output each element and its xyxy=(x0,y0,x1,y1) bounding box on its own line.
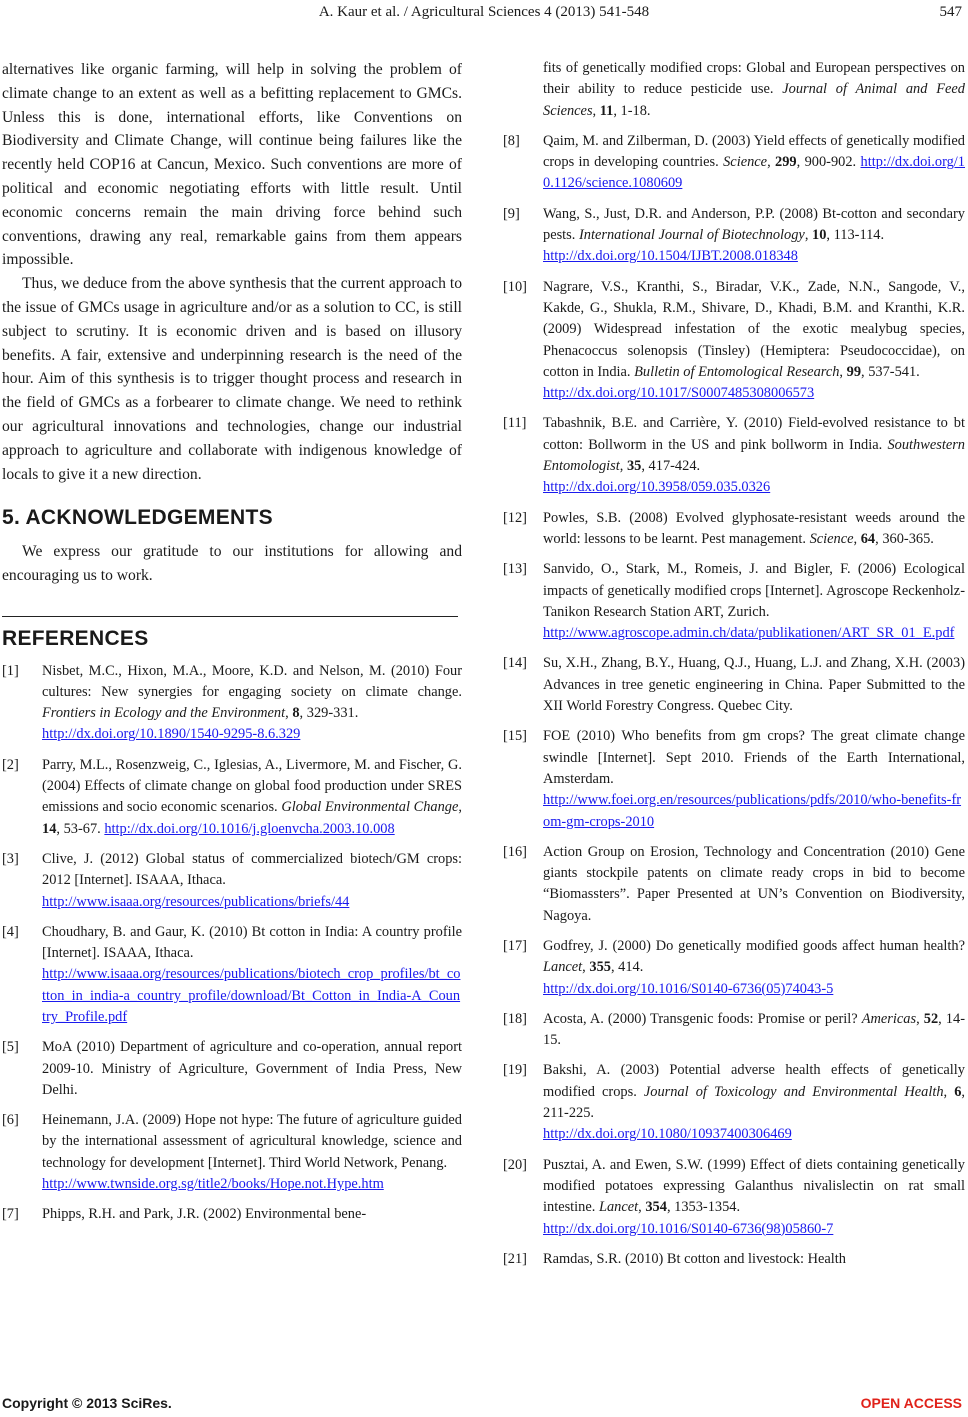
running-title: A. Kaur et al. / Agricultural Sciences 4 (2013) 541-548 xyxy=(318,4,650,20)
reference-item xyxy=(2,1204,462,1225)
reference-link[interactable]: http://www.twnside.org.sg/title2/books/Hope.not.Hype.htm xyxy=(42,1176,384,1193)
reference-item xyxy=(503,653,965,717)
reference-number: [1] xyxy=(2,662,19,679)
body-paragraph-1: alternatives like organic farming, will help in solving the problem of climate change to an extent as well as a befitting replacement to GMCs. Unless this is done, international efforts, like Conventions on Biodiversity and Climate Change, will continue being failures like the recently held COP16 at Cancun, Mexico. Such conventions are more of political and economic negotiating efforts with little result. Until economic concerns remain the main driving force behind such conventions, drawing any real, remarkable gains from them appears impossible. xyxy=(2,61,462,269)
reference-journal: Journal of Animal and Feed Sciences xyxy=(543,81,965,119)
reference-separator: , xyxy=(767,154,776,171)
reference-number: [9] xyxy=(503,205,520,222)
reference-list-left xyxy=(2,661,462,1226)
reference-text: Heinemann, J.A. (2009) Hope not hype: The future of agriculture guided by the international assessment of agricultural knowledge, science and technology for development [Internet]. Third World Network, Penang. xyxy=(42,1112,462,1171)
reference-link[interactable]: http://dx.doi.org/10.1890/1540-9295-8.6.329 xyxy=(42,726,301,743)
reference-separator: , xyxy=(592,102,600,119)
reference-text: Qaim, M. and Zilberman, D. (2003) Yield effects of genetically modified crops in developing countries. xyxy=(543,132,965,171)
acknowledgements-text: We express our gratitude to our institutions for allowing and encouraging us to work. xyxy=(2,543,462,584)
reference-number: [4] xyxy=(2,923,19,940)
reference-number: [5] xyxy=(2,1039,19,1056)
reference-number: [2] xyxy=(2,756,19,773)
reference-number: [7] xyxy=(2,1206,19,1223)
reference-item xyxy=(503,508,965,551)
reference-item xyxy=(503,131,965,195)
reference-text: Choudhary, B. and Gaur, K. (2010) Bt cotton in India: A country profile [Internet]. ISAAA, Ithaca. xyxy=(42,923,462,962)
reference-text: Bakshi, A. (2003) Potential adverse health effects of genetically modified crops. xyxy=(543,1062,965,1100)
reference-pages: , 1353-1354. xyxy=(666,1199,741,1216)
right-column xyxy=(503,58,965,1279)
reference-item xyxy=(503,726,965,832)
reference-text: Su, X.H., Zhang, B.Y., Huang, Q.J., Huang, L.J. and Zhang, X.H. (2003) Advances in tree genetic engineering in China. Paper Submitted to the XII World Forestry Congress. Quebec City. xyxy=(543,655,965,715)
reference-pages: , 211-225. xyxy=(543,1083,965,1122)
reference-item xyxy=(2,1110,462,1195)
reference-journal: Journal of Toxicology and Environmental Health xyxy=(643,1083,944,1100)
reference-link[interactable]: http://dx.doi.org/10.1504/IJBT.2008.018348 xyxy=(543,248,798,265)
reference-journal: Americas xyxy=(861,1010,917,1027)
reference-number: [14] xyxy=(503,655,527,672)
reference-pages: , 417-424. xyxy=(641,458,701,475)
reference-link[interactable]: http://dx.doi.org/10.3958/059.035.0326 xyxy=(543,479,771,496)
reference-journal: Lancet xyxy=(543,959,583,976)
reference-link[interactable]: http://dx.doi.org/10.1016/S0140-6736(05)74043-5 xyxy=(543,980,834,997)
reference-list-right xyxy=(503,58,965,1270)
reference-number: [17] xyxy=(503,937,527,954)
reference-item xyxy=(503,277,965,405)
reference-item xyxy=(503,842,965,927)
running-header xyxy=(0,0,968,24)
reference-journal: Science xyxy=(809,530,854,547)
reference-number: [11] xyxy=(503,415,527,432)
reference-pages: , 113-114. xyxy=(826,227,885,244)
reference-number: [21] xyxy=(503,1250,527,1267)
reference-text: Nisbet, M.C., Hixon, M.A., Moore, K.D. and Nelson, M. (2010) Four cultures: New synergies for engaging society on climate change. xyxy=(42,662,462,700)
reference-number: [6] xyxy=(2,1112,19,1129)
reference-separator: , xyxy=(943,1083,955,1100)
reference-number: [18] xyxy=(503,1010,527,1027)
acknowledgements-heading: 5. ACKNOWLEDGEMENTS xyxy=(2,506,273,530)
reference-journal: Lancet xyxy=(598,1199,639,1216)
left-column xyxy=(2,58,462,1235)
reference-volume: 35 xyxy=(626,458,642,475)
reference-text: Godfrey, J. (2000) Do genetically modified goods affect human health? xyxy=(543,937,965,954)
reference-number: [19] xyxy=(503,1062,527,1079)
reference-volume: 10 xyxy=(812,227,827,244)
reference-pages: , 900-902. xyxy=(796,154,861,171)
copyright-notice: Copyright © 2013 SciRes. xyxy=(2,1395,172,1411)
reference-volume: 354 xyxy=(645,1199,667,1216)
reference-text: Pusztai, A. and Ewen, S.W. (1999) Effect of diets containing genetically modified potatoes expressing Galanthus nivalislectin on rat small intestine. xyxy=(543,1156,965,1216)
reference-journal: Frontiers in Ecology and the Environment xyxy=(42,705,286,722)
reference-journal: International Journal of Biotechnology xyxy=(578,227,805,244)
reference-link[interactable]: http://www.agroscope.admin.ch/data/publikationen/ART_SR_01_E.pdf xyxy=(543,625,955,642)
reference-separator: , xyxy=(582,959,590,976)
reference-link[interactable]: http://dx.doi.org/10.1126/science.1080609 xyxy=(543,154,965,192)
reference-text: Clive, J. (2012) Global status of commercialized biotech/GM crops: 2012 [Internet]. ISAAA, Ithaca. xyxy=(42,850,462,889)
reference-text: Sanvido, O., Stark, M., Romeis, J. and Bigler, F. (2006) Ecological impacts of genetically modified crops [Internet]. Agroscope Reckenholz-Tanikon Research Station ART, Zurich. xyxy=(543,561,965,620)
reference-text: Parry, M.L., Rosenzweig, C., Iglesias, A., Livermore, M. and Fischer, G. (2004) Effects of climate change on global food production under SRES emissions and socio economic scenarios. xyxy=(42,756,462,816)
reference-text: fits of genetically modified crops: Global and European perspectives on their ability to reduce pesticide use. xyxy=(543,60,965,98)
reference-item xyxy=(503,204,965,268)
reference-volume: 299 xyxy=(775,154,797,171)
reference-volume: 8 xyxy=(292,705,300,722)
reference-item xyxy=(503,936,965,1000)
reference-volume: 64 xyxy=(860,530,876,547)
reference-item xyxy=(2,922,462,1028)
reference-number: [15] xyxy=(503,728,527,745)
reference-number: [8] xyxy=(503,132,520,149)
reference-journal: Science xyxy=(723,154,768,171)
reference-pages: , 53-67. xyxy=(56,820,105,837)
reference-item xyxy=(503,58,965,122)
reference-item xyxy=(503,413,965,498)
reference-number: [13] xyxy=(503,561,527,578)
reference-text: Action Group on Erosion, Technology and Concentration (2010) Gene giants stockpile patents on climate ready crops in bid to become “Biomassters”. Paper Presented at UN’s Convention on Biodiversity, Nagoya. xyxy=(543,843,965,924)
reference-text: MoA (2010) Department of agriculture and co-operation, annual report 2009-10. Ministry of Agriculture, Government of India Press, New Delhi. xyxy=(42,1039,462,1098)
reference-link[interactable]: http://dx.doi.org/10.1016/S0140-6736(98)05860-7 xyxy=(543,1220,834,1237)
reference-number: [3] xyxy=(2,850,19,867)
reference-item xyxy=(2,661,462,746)
reference-journal: Southwestern Entomologist xyxy=(543,436,965,475)
reference-link[interactable]: http://dx.doi.org/10.1080/10937400306469 xyxy=(543,1126,792,1143)
reference-separator: , xyxy=(853,530,861,547)
open-access-badge: OPEN ACCESS xyxy=(860,1395,962,1411)
reference-volume: 14 xyxy=(42,820,57,837)
reference-item xyxy=(2,755,462,840)
reference-pages: , 537-541. xyxy=(861,363,920,380)
reference-text: Powles, S.B. (2008) Evolved glyphosate-resistant weeds around the world: lessons to be learnt. Pest management. xyxy=(543,509,965,547)
reference-separator: , xyxy=(916,1010,924,1027)
body-paragraph-2: Thus, we deduce from the above synthesis that the current approach to the issue of GMCs usage in agriculture and/or as a solution to CC, is still subject to scrutiny. It is economic driven and is based on illusory benefits. A fair, extensive and underpinning research is the need of the hour. Aim of this synthesis is to trigger thought process and research in the field of GMCs as a forbearer to climate change. We need to rethink our agricultural innovations and technologies, change our industrial approach to agriculture and collaborate with indigenous knowledge of locals to give it a new direction. xyxy=(2,275,462,483)
page-number: 547 xyxy=(939,4,962,20)
reference-item xyxy=(503,1060,965,1145)
reference-text: Ramdas, S.R. (2010) Bt cotton and livestock: Health xyxy=(543,1250,846,1267)
reference-separator: , xyxy=(619,458,627,475)
reference-link[interactable]: http://www.isaaa.org/resources/publications/biotech_crop_profiles/bt_cotton_in_india-a_country_profile/download/Bt_Cotton_in_India-A_Country_Profile.pdf xyxy=(42,966,461,1025)
reference-separator: , xyxy=(638,1199,646,1216)
reference-link[interactable]: http://dx.doi.org/10.1017/S0007485308006573 xyxy=(543,385,815,402)
reference-text: FOE (2010) Who benefits from gm crops? The great climate change swindle [Internet]. Sept 2010. Friends of the Earth International, Amsterdam. xyxy=(543,728,965,787)
reference-text: Tabashnik, B.E. and Carrière, Y. (2010) Field-evolved resistance to bt cotton: Bollworm in the US and pink bollworm in India. xyxy=(543,415,965,453)
reference-item xyxy=(503,559,965,644)
reference-pages: , 329-331. xyxy=(299,705,359,722)
reference-pages: , 360-365. xyxy=(875,530,934,547)
reference-item xyxy=(503,1249,965,1270)
reference-item xyxy=(503,1155,965,1240)
references-heading: REFERENCES xyxy=(2,626,149,650)
reference-number: [16] xyxy=(503,843,527,860)
reference-volume: 11 xyxy=(599,102,614,119)
reference-link[interactable]: http://www.isaaa.org/resources/publications/briefs/44 xyxy=(42,893,350,910)
reference-separator: , xyxy=(285,705,293,722)
reference-volume: 355 xyxy=(589,959,611,976)
reference-text: Nagrare, V.S., Kranthi, S., Biradar, V.K., Zade, N.N., Sangode, V., Kakde, G., Shukla, R.M., Shivare, D., Khadi, B.M. and Kranthi, K.R. (2009) Widespread infestation of the exotic mealybug species, Phenacoccus solenopsis (Tinsley) (Hemiptera: Pseudococcidae), on cotton in India. xyxy=(543,278,965,380)
reference-text: Wang, S., Just, D.R. and Anderson, P.P. (2008) Bt-cotton and secondary pests. xyxy=(543,205,965,244)
reference-text: Phipps, R.H. and Park, J.R. (2002) Environmental bene- xyxy=(42,1206,367,1223)
reference-pages: , 14-15. xyxy=(543,1010,965,1049)
reference-number: [20] xyxy=(503,1156,527,1173)
reference-volume: 99 xyxy=(846,363,862,380)
reference-separator: , xyxy=(458,799,462,816)
reference-journal: Bulletin of Entomological Research xyxy=(634,363,840,380)
reference-number: [12] xyxy=(503,509,527,526)
page-footer xyxy=(0,1392,968,1414)
reference-volume: 6 xyxy=(954,1083,962,1100)
reference-link[interactable]: http://dx.doi.org/10.1016/j.gloenvcha.2003.10.008 xyxy=(104,820,395,837)
reference-number: [10] xyxy=(503,278,527,295)
section-divider xyxy=(2,616,458,617)
reference-journal: Global Environmental Change xyxy=(281,799,459,816)
reference-separator: , xyxy=(839,363,847,380)
reference-separator: , xyxy=(804,227,813,244)
reference-item xyxy=(2,849,462,913)
reference-item xyxy=(503,1009,965,1052)
reference-text: Acosta, A. (2000) Transgenic foods: Promise or peril? xyxy=(543,1010,862,1027)
reference-pages: , 1-18. xyxy=(613,102,651,119)
reference-volume: 52 xyxy=(923,1010,939,1027)
reference-link[interactable]: http://www.foei.org.en/resources/publications/pdfs/2010/who-benefits-from-gm-crops-2010 xyxy=(543,792,962,830)
reference-item xyxy=(2,1037,462,1101)
reference-pages: , 414. xyxy=(610,959,644,976)
